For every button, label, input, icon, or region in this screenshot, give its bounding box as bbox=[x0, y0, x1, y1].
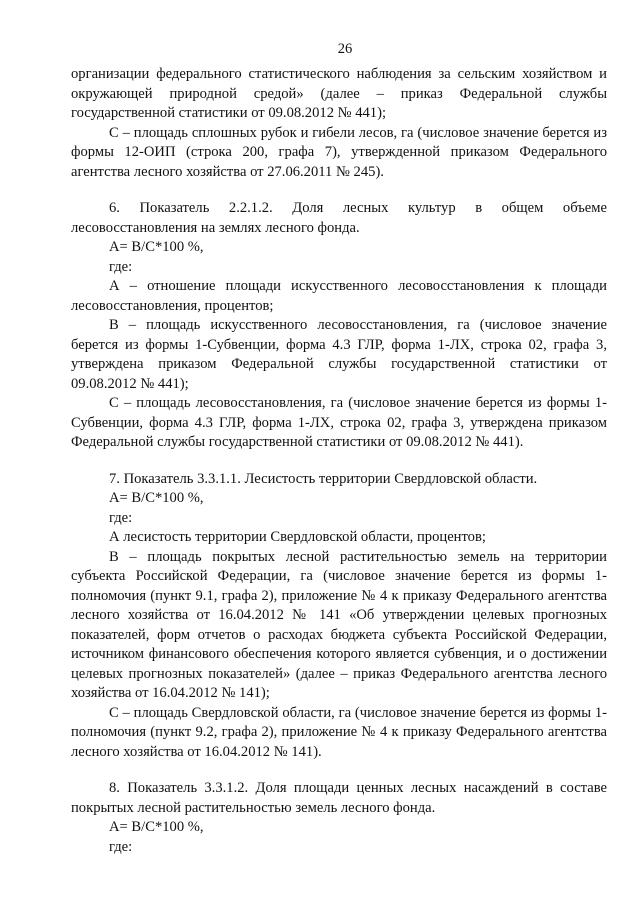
formula-line: где: bbox=[109, 509, 133, 526]
paragraph: организации федерального статистического наблюдения за сельским хозяйством и окружающей природной средой» (далее – приказ Федеральной службы государственной статистики от 09.08.2012 № 441); bbox=[71, 66, 607, 121]
paragraph: 7. Показатель 3.3.1.1. Лесистость территории Свердловской области. bbox=[109, 470, 538, 487]
paragraph: С – площадь Свердловской области, га (числовое значение берется из формы 1-полномочия (пункт 9.2, графа 2), приложение № 4 к приказу Федерального агентства лесного хозяйства от 16.04.2012 № 141). bbox=[71, 704, 607, 760]
paragraph-gap bbox=[71, 453, 607, 470]
paragraph: 8. Показатель 3.3.1.2. Доля площади ценных лесных насаждений в составе покрытых лесной растительностью земель лесного фонда. bbox=[71, 780, 607, 816]
formula-line: где: bbox=[109, 258, 133, 275]
formula-line: А лесистость территории Свердловской области, процентов; bbox=[109, 529, 486, 545]
page-number: 26 bbox=[337, 41, 353, 57]
paragraph: С – площадь лесовосстановления, га (числовое значение берется из формы 1-Субвенции, форма 4.3 ГЛР, форма 1-ЛХ, строка 02, графа 3, утверждена приказом Федеральной службы государственной статистики от 09.08.2012 № 441). bbox=[71, 395, 607, 450]
document-body bbox=[71, 65, 607, 857]
formula-line: А= В/С*100 %, bbox=[109, 490, 204, 506]
paragraph: 6. Показатель 2.2.1.2. Доля лесных культур в общем объеме лесовосстановления на землях лесного фонда. bbox=[71, 200, 607, 236]
formula-line: А= В/С*100 %, bbox=[109, 819, 204, 835]
paragraph-gap bbox=[71, 762, 607, 779]
formula-line: А= В/С*100 %, bbox=[109, 239, 204, 255]
paragraph: В – площадь покрытых лесной растительностью земель на территории субъекта Российской Федерации, га (числовое значение берется из формы 1-полномочия (пункт 9.1, графа 2), приложение № 4 к приказу Федерального агентства лесного хозяйства от 16.04.2012 № 141 «Об утверждении целевых прогнозных показателей, форм отчетов о расходах бюджета субъекта Российской Федерации, источником финансового обеспечения которого является субвенция, и о достижении целевых прогнозных показателей» (далее – приказ Федерального агентства лесного хозяйства от 16.04.2012 № 141); bbox=[71, 548, 607, 701]
paragraph: В – площадь искусственного лесовосстановления, га (числовое значение берется из формы 1-Субвенции, форма 4.3 ГЛР, форма 1-ЛХ, строка 02, графа 3, утверждена приказом Федеральной службы государственной статистики от 09.08.2012 № 441); bbox=[71, 317, 607, 392]
paragraph: А – отношение площади искусственного лесовосстановления к площади лесовосстановления, процентов; bbox=[71, 278, 607, 314]
formula-line: где: bbox=[109, 838, 133, 855]
paragraph: С – площадь сплошных рубок и гибели лесов, га (числовое значение берется из формы 12-ОИП (строка 200, графа 7), утвержденной приказом Федерального агентства лесного хозяйства от 27.06.2011 № 245). bbox=[71, 124, 607, 180]
paragraph-gap bbox=[71, 182, 607, 199]
